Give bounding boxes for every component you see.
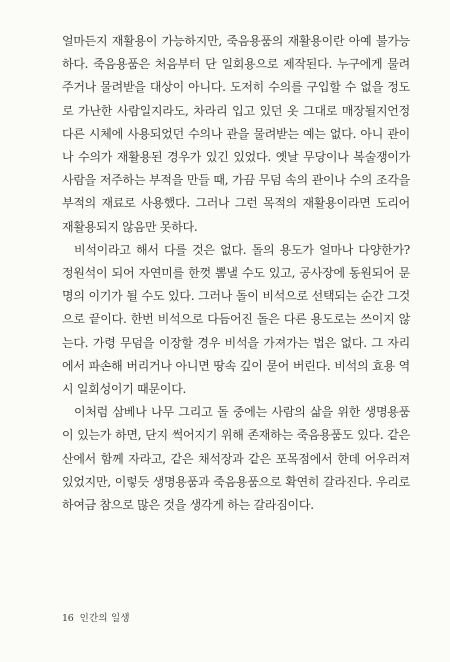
running-title: 인간의 일생	[79, 612, 130, 624]
paragraph-2: 비석이라고 해서 다를 것은 없다. 돌의 용도가 얼마나 다양한가? 정원석이 되어 자연미를 한껏 뽐낼 수도 있고, 공사장에 동원되어 문명의 이기가 될 수도 있다. 그러나 돌이 비석으로 선택되는 순간 그것으로 끝이다. 한번 비석으로 다듬어진 돌은 다른 용도로는 쓰이지 않는다. 가령 무덤을 이장할 경우 비석을 가져가는 법은 없다. 그 자리에서 파손해 버리거나 아니면 땅속 깊이 묻어 버린다. 비석의 효용 역시 일회성이기 때문이다.	[62, 242, 410, 397]
paragraph-3: 이처럼 삼베나 나무 그리고 돌 중에는 사람의 삶을 위한 생명용품이 있는가 하면, 단지 썩어지기 위해 존재하는 죽음용품도 있다. 같은 산에서 함께 자라고, 같은 채석장과 같은 포목점에서 한데 어우러져 있었지만, 이렇듯 생명용품과 죽음용품으로 확연히 갈라진다. 우리로 하여금 참으로 많은 것을 생각게 하는 갈라짐이다.	[62, 405, 410, 513]
paragraph-1: 얼마든지 재활용이 가능하지만, 죽음용품의 재활용이란 아예 불가능하다. 죽음용품은 처음부터 단 일회용으로 제작된다. 누구에게 물려주거나 물려받을 대상이 아니다. 도저히 수의를 구입할 수 없을 정도로 가난한 사람일지라도, 차라리 입고 있던 옷 그대로 매장될지언정 다른 시체에 사용되었던 수의나 관을 물려받는 예는 없다. 아니 관이나 수의가 재활용된 경우가 있긴 있었다. 옛날 무당이나 복술쟁이가 사람을 저주하는 부적을 만들 때, 가끔 무덤 속의 관이나 수의 조각을 부적의 재료로 사용했다. 그러나 그런 목적의 재활용이라면 도리어 재활용되지 않음만 못하다.	[62, 34, 410, 234]
page-footer	[62, 607, 130, 630]
page-number: 16	[62, 612, 74, 624]
body-text	[62, 30, 410, 517]
